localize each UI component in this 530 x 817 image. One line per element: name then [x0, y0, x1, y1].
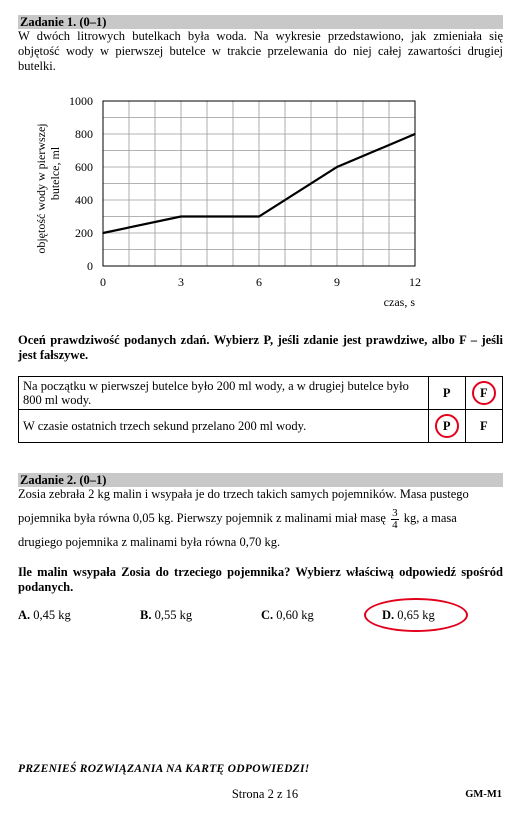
true-false-table — [18, 376, 503, 443]
option-f[interactable]: F — [465, 377, 502, 410]
statement-row-1 — [19, 377, 503, 410]
data-point — [102, 232, 104, 234]
fraction: $\frac{3}{4}$ — [392, 506, 398, 531]
data-point — [258, 216, 260, 218]
x-tick-label: 0 — [100, 275, 106, 289]
selected-circle — [435, 414, 459, 438]
answer-a[interactable]: A. 0,45 kg — [18, 608, 71, 622]
task1-instruction: Oceń prawdziwość podanych zdań. Wybierz P, jeśli zdanie jest prawdziwe, albo F – jeśli jest fałszywe. — [18, 333, 503, 362]
page-number: Strona 2 z 16 — [231, 787, 299, 801]
y-axis-label-line1: objętość wody w pierwszej — [34, 123, 48, 254]
y-axis-label-line2: butelce, ml — [48, 146, 62, 201]
option-p[interactable]: P — [428, 377, 465, 410]
exam-code: GM-M1 — [465, 789, 502, 800]
answer-c[interactable]: C. 0,60 kg — [261, 608, 314, 622]
y-tick-label: 800 — [75, 127, 93, 141]
task2-header: Zadanie 2. (0–1) — [18, 473, 503, 487]
line-chart — [28, 88, 428, 313]
option-p[interactable]: P — [428, 410, 465, 443]
selected-circle — [472, 381, 496, 405]
answer-b[interactable]: B. 0,55 kg — [140, 608, 193, 622]
y-tick-label: 600 — [75, 160, 93, 174]
x-tick-label: 3 — [178, 275, 184, 289]
statement-text: Na początku w pierwszej butelce było 200 ml wody, a w drugiej butelce było 800 ml wody. — [19, 377, 429, 410]
x-tick-label: 12 — [409, 275, 421, 289]
task1-intro: W dwóch litrowych butelkach była woda. Na wykresie przedstawiono, jak zmieniała się objętość wody w pierwszej butelce w trakcie przelewania do niej całej zawartości drugiej butelki. — [18, 29, 503, 73]
x-tick-label: 9 — [334, 275, 340, 289]
data-point — [180, 216, 182, 218]
option-f[interactable]: F — [465, 410, 502, 443]
task2-intro-line1: Zosia zebrała 2 kg malin i wsypała je do trzech takich samych pojemników. Masa pustego — [18, 487, 469, 501]
y-tick-label: 1000 — [69, 94, 93, 108]
answer-d[interactable]: D. 0,65 kg — [382, 608, 435, 623]
statement-text: W czasie ostatnich trzech sekund przelano 200 ml wody. — [19, 410, 429, 443]
task2-intro-line3: drugiego pojemnika z malinami była równa 0,70 kg. — [18, 535, 281, 549]
selected-ellipse — [364, 598, 468, 632]
x-tick-label: 6 — [256, 275, 262, 289]
task1-header: Zadanie 1. (0–1) — [18, 15, 503, 29]
task2-question: Ile malin wsypała Zosia do trzeciego pojemnika? Wybierz właściwą odpowiedź spośród podanych. — [18, 565, 503, 594]
task2-intro-line2: pojemnika była równa 0,05 kg. Pierwszy pojemnik z malinami miał masę $\frac{3}{4}$ kg, a masa — [18, 506, 457, 531]
data-point — [414, 133, 416, 135]
y-tick-label: 200 — [75, 226, 93, 240]
y-tick-label: 0 — [87, 259, 93, 273]
y-tick-label: 400 — [75, 193, 93, 207]
statement-row-2 — [19, 410, 503, 443]
answer-options — [18, 608, 503, 628]
transfer-note: PRZENIEŚ ROZWIĄZANIA NA KARTĘ ODPOWIEDZI! — [18, 763, 310, 775]
x-axis-label: czas, s — [383, 295, 415, 309]
data-point — [336, 166, 338, 168]
